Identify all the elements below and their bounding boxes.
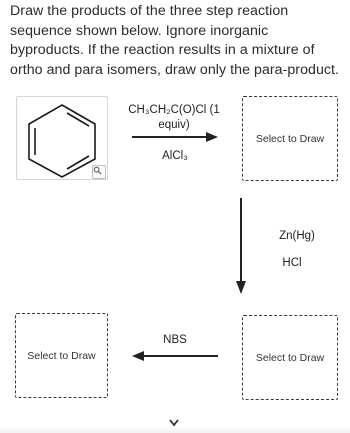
step2-product-draw-box[interactable] (242, 315, 338, 400)
step1-product-label: Select to Draw (255, 132, 325, 145)
step2-product-label: Select to Draw (255, 351, 325, 364)
chevron-down-icon[interactable] (168, 418, 180, 428)
step3-product-draw-box[interactable] (15, 313, 108, 398)
step2-reagent-line2: HCl (282, 257, 302, 269)
step3-arrow (132, 350, 218, 362)
step2-arrow (235, 198, 247, 294)
step1-reagent-line2: equiv) (158, 119, 190, 131)
step1-product-draw-box[interactable] (242, 96, 338, 181)
step3-product-label: Select to Draw (27, 349, 96, 362)
step1-arrow (132, 131, 218, 143)
starting-material-structure (16, 96, 108, 180)
step2-reagent-line1: Zn(Hg) (279, 230, 315, 242)
question-instructions: Draw the products of the three step reaction sequence shown below. Ignore inorganic byproducts. If the reaction results in a mixture of ortho and para isomers, draw only the para-product. (10, 3, 340, 78)
step3-reagent: NBS (163, 334, 187, 346)
step1-reagent (126, 103, 222, 133)
step1-reagent-line1: CH₃CH₂C(O)Cl (1 (128, 104, 220, 116)
step1-catalyst: AlCl₃ (162, 150, 188, 162)
magnifier-icon[interactable] (92, 165, 106, 179)
